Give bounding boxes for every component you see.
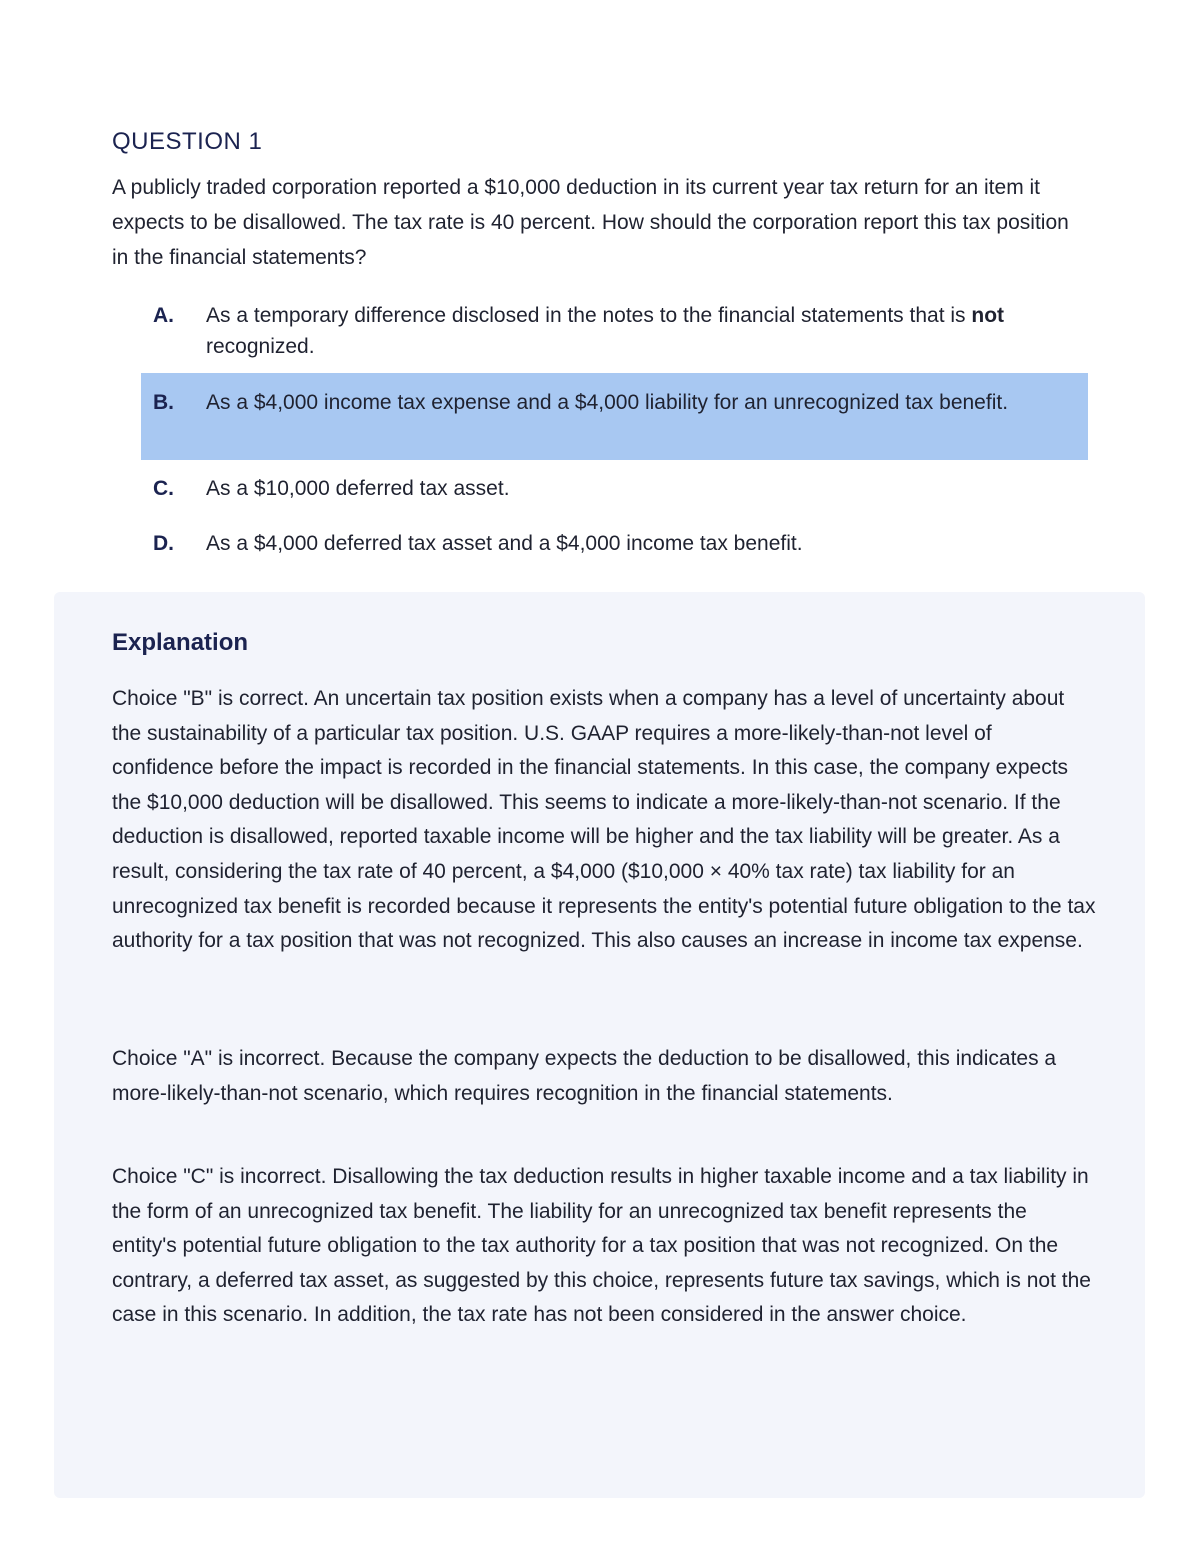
choice-text-emphasis: not xyxy=(971,304,1005,327)
choice-letter: D. xyxy=(153,532,174,555)
answer-choice-c[interactable] xyxy=(141,473,1088,504)
choice-text: As a $4,000 income tax expense and a $4,000 liability for an unrecognized tax benefit. xyxy=(206,391,1009,414)
choice-letter: A. xyxy=(153,304,174,327)
answer-choice-b-selected[interactable] xyxy=(141,373,1088,460)
choice-text: As a $10,000 deferred tax asset. xyxy=(206,477,510,500)
choice-text: As a $4,000 deferred tax asset and a $4,000 income tax benefit. xyxy=(206,532,803,555)
choice-letter: C. xyxy=(153,477,174,500)
answer-choice-a[interactable] xyxy=(141,300,1088,362)
choice-text-part: recognized. xyxy=(206,335,315,358)
question-stem: A publicly traded corporation reported a $10,000 deduction in its current year tax return for an item it expects to be disallowed. The tax rate is 40 percent. How should the corporation report this tax position in the financial statements? xyxy=(112,176,1069,269)
answer-choice-d[interactable] xyxy=(141,528,1088,559)
choice-text-part: As a temporary difference disclosed in the notes to the financial statements that is xyxy=(206,304,972,327)
explanation-paragraph: Choice "C" is incorrect. Disallowing the tax deduction results in higher taxable income and a tax liability in the form of an unrecognized tax benefit. The liability for an unrecognized tax benefit represents the entity's potential future obligation to the tax authority for a tax position that was not recognized. On the contrary, a deferred tax asset, as suggested by this choice, represents future tax savings, which is not the case in this scenario. In addition, the tax rate has not been considered in the answer choice. xyxy=(112,1165,1091,1327)
choice-text xyxy=(206,300,1078,362)
choice-letter: B. xyxy=(153,391,174,414)
explanation-title: Explanation xyxy=(112,629,249,656)
question-heading: QUESTION 1 xyxy=(112,128,263,155)
explanation-paragraph: Choice "A" is incorrect. Because the company expects the deduction to be disallowed, this indicates a more-likely-than-not scenario, which requires recognition in the financial statements. xyxy=(112,1047,1057,1105)
explanation-paragraph: Choice "B" is correct. An uncertain tax position exists when a company has a level of uncertainty about the sustainability of a particular tax position. U.S. GAAP requires a more-likely-than-not level of confidence before the impact is recorded in the financial statements. In this case, the company expects the $10,000 deduction will be disallowed. This seems to indicate a more-likely-than-not scenario. If the deduction is disallowed, reported taxable income will be higher and the tax liability will be greater. As a result, considering the tax rate of 40 percent, a $4,000 ($10,000 × 40% tax rate) tax liability for an unrecognized tax benefit is recorded because it represents the entity's potential future obligation to the tax authority for a tax position that was not recognized. This also causes an increase in income tax expense. xyxy=(112,687,1096,953)
